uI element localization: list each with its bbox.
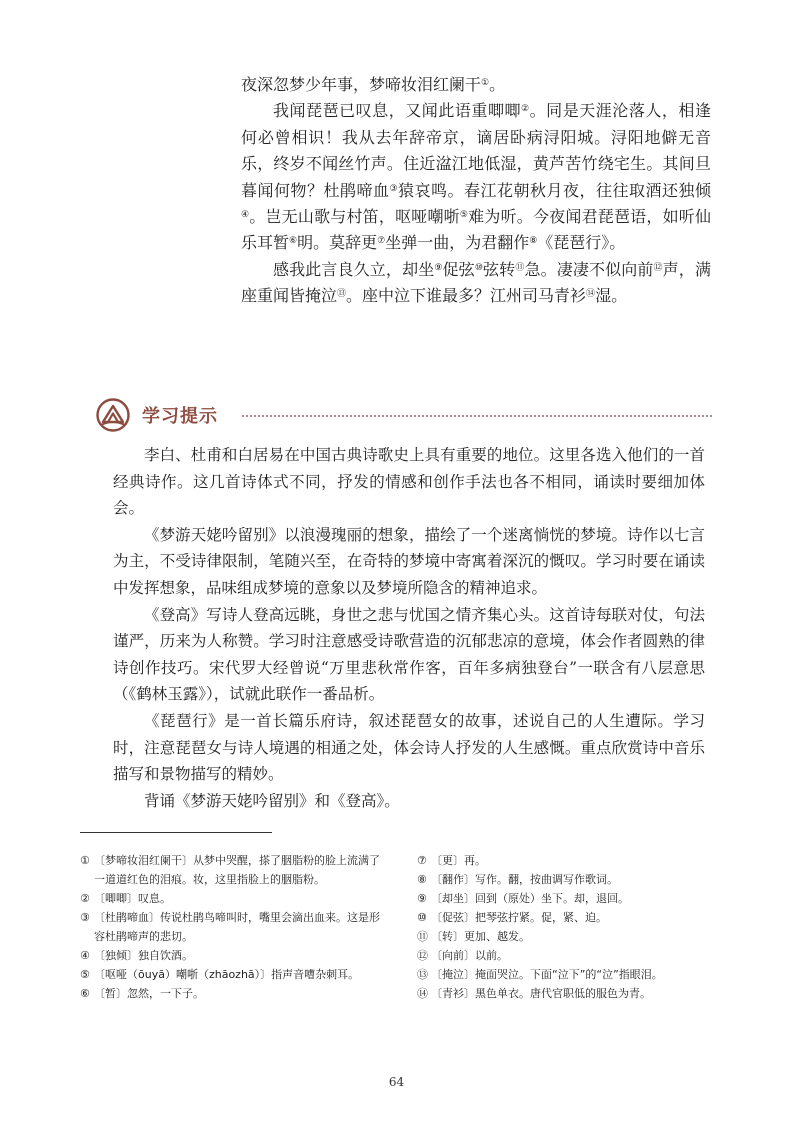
poem-text-run: 坐弹一曲，为君翻作 [385, 233, 530, 253]
footnote-number: ⑭ [417, 987, 428, 1000]
footnote-item [417, 908, 717, 927]
footnote-item [417, 870, 717, 889]
poem-text-run: 。座中泣下谁最多？江州司马青衫 [346, 286, 587, 306]
footnote-text: 〔掩泣〕掩面哭泣。下面“泣下”的“泣”指眼泪。 [431, 968, 663, 981]
study-tips-paragraph: 《琵琶行》是一首长篇乐府诗，叙述琵琶女的故事，述说自己的人生遭际。学习时，注意琵琶女与诗人境遇的相通之处，体会诗人抒发的人生感慨。重点欣赏诗中音乐描写和景物描写的精妙。 [113, 711, 705, 784]
footnote-item [417, 984, 717, 1003]
footnote-item [417, 927, 717, 946]
poem-text-run: 我闻琵琶已叹息，又闻此语重唧唧 [273, 101, 522, 121]
footnote-text: 〔唧唧〕叹息。 [94, 892, 171, 905]
poem-text-run: 促弦 [442, 259, 475, 279]
footnote-text: 〔翻作〕写作。翻，按曲调写作歌词。 [431, 873, 618, 886]
study-tips-title: 学习提示 [142, 406, 218, 427]
footnote-item [80, 889, 380, 908]
footnote-text: 〔更〕再。 [431, 854, 486, 867]
footnote-item [417, 889, 717, 908]
footnote-marker: ⑥ [289, 236, 298, 247]
footnote-number: ⑬ [417, 968, 428, 981]
study-tips-body [113, 442, 705, 814]
footnote-marker: ⑭ [586, 289, 596, 300]
footnote-marker: ④ [241, 210, 250, 221]
footnote-text: 〔梦啼妆泪红阑干〕从梦中哭醒，搽了胭脂粉的脸上流满了一道道红色的泪痕。妆，这里指脸上的胭脂粉。 [94, 854, 380, 886]
footnote-text: 〔促弦〕把琴弦拧紧。促，紧、迫。 [431, 911, 607, 924]
footnote-number: ② [80, 892, 90, 905]
poem-paragraph [241, 98, 711, 256]
poem-text-run: 。 [489, 75, 506, 94]
footnote-item [80, 851, 380, 889]
footnote-number: ⑪ [417, 930, 428, 943]
footnote-number: ⑦ [417, 854, 427, 867]
footnote-number: ⑤ [80, 968, 90, 981]
footnote-marker: ⑬ [337, 289, 347, 300]
poem-text-run: 《琵琶行》。 [537, 233, 626, 253]
footnote-marker: ⑧ [529, 236, 538, 247]
poem-text-run: 夜深忽梦少年事，梦啼妆泪红阑干 [241, 75, 482, 94]
footnote-marker: ② [521, 104, 530, 115]
footnote-item [80, 984, 380, 1003]
footnote-item [80, 908, 380, 946]
footnote-marker: ⑪ [515, 262, 525, 273]
footnote-marker: ③ [389, 183, 399, 194]
poem-paragraph [241, 257, 711, 310]
footnote-marker: ⑦ [377, 236, 386, 247]
footnote-text: 〔转〕更加、越发。 [431, 930, 530, 943]
study-tips-header [96, 398, 714, 434]
footnote-number: ⑫ [417, 949, 428, 962]
poem-text-run: 感我此言良久立，却坐 [273, 259, 435, 279]
footnote-number: ① [80, 854, 90, 867]
footnote-item [80, 946, 380, 965]
footnote-text: 〔暂〕忽然，一下子。 [94, 987, 204, 1000]
footnotes-right-column [417, 851, 717, 1003]
page-number: 64 [388, 1075, 405, 1089]
study-tips-paragraph: 背诵《梦游天姥吟留别》和《登高》。 [144, 791, 400, 810]
footnote-text: 〔向前〕以前。 [431, 949, 508, 962]
study-tips-paragraph: 《梦游天姥吟留别》以浪漫瑰丽的想象，描绘了一个迷离惝恍的梦境。诗作以七言为主，不受诗律限制，笔随兴至，在奇特的梦境中寄寓着深沉的慨叹。学习时要在诵读中发挥想象，品味组成梦境的意象以及梦境所隐含的精神追求。 [113, 525, 705, 597]
dotted-divider [242, 415, 712, 417]
footnote-marker: ⑩ [474, 262, 484, 273]
footnote-text: 〔独倾〕独自饮酒。 [94, 949, 193, 962]
footnote-number: ⑩ [417, 911, 427, 924]
footnote-item [80, 965, 380, 984]
poem-text-run: 明。莫辞更 [297, 233, 378, 253]
footnote-number: ⑧ [417, 873, 427, 886]
footnote-item [417, 946, 717, 965]
footnote-item [417, 851, 717, 870]
footnote-number: ④ [80, 949, 90, 962]
footnote-number: ⑨ [417, 892, 427, 905]
poem-text-run: 。岂无山歌与村笛，呕哑嘲哳 [249, 207, 460, 227]
poem-text-run: 急。凄凄不似向前 [524, 259, 654, 279]
poem-text-run: 弦转 [483, 259, 516, 279]
poem-text-run: 难为听。今夜闻君琵琶语，如听仙乐耳暂 [241, 207, 711, 253]
study-tips-paragraph: 《登高》写诗人登高远眺，身世之悲与忧国之情齐集心头。这首诗每联对仗，句法谨严，历来为人称赞。学习时注意感受诗歌营造的沉郁悲凉的意境，体会作者圆熟的律诗创作技巧。宋代罗大经曾说“万里悲秋常作客，百年多病独登台”一联含有八层意思（《鹤林玉露》），试就此联作一番品析。 [113, 605, 705, 704]
poem-text-run: 声，满座重闻皆掩泣 [241, 259, 711, 306]
footnote-marker: ⑨ [434, 262, 443, 273]
footnote-number: ⑥ [80, 987, 90, 1000]
footnote-item [417, 965, 717, 984]
poem-text-run: 。同是天涯沦落人，相逢何必曾相识！我从去年辞帝京，谪居卧病浔阳城。浔阳地僻无音乐，终岁不闻丝竹声。住近湓江地低湿，黄芦苦竹绕宅生。其间旦暮闻何物？杜鹃啼血 [241, 101, 711, 200]
study-tips-emblem-icon [96, 398, 130, 432]
footnote-text: 〔呕哑（ōuyā）嘲哳（zhāozhā）〕指声音嘈杂刺耳。 [94, 968, 360, 981]
study-tips-paragraph: 李白、杜甫和白居易在中国古典诗歌史上具有重要的地位。这里各选入他们的一首经典诗作。这几首诗体式不同，抒发的情感和创作手法也各不相同，诵读时要细加体会。 [113, 446, 705, 518]
poem-text [241, 72, 711, 310]
footnote-marker: ① [481, 78, 490, 89]
footnote-marker: ⑫ [653, 262, 663, 273]
footnote-separator [80, 832, 272, 833]
poem-text-run: 湿。 [595, 286, 628, 306]
footnotes-left-column [80, 851, 380, 1003]
poem-line [241, 72, 711, 98]
poem-text-run: 猿哀鸣。春江花朝秋月夜，往往取酒还独倾 [398, 180, 711, 200]
footnote-text: 〔却坐〕回到（原处）坐下。却，退回。 [431, 892, 629, 905]
footnote-text: 〔青衫〕黑色单衣。唐代官职低的服色为青。 [431, 987, 651, 1000]
footnote-number: ③ [80, 911, 90, 924]
footnote-text: 〔杜鹃啼血〕传说杜鹃鸟啼叫时，嘴里会滴出血来。这是形容杜鹃啼声的悲切。 [94, 911, 380, 943]
footnote-marker: ⑤ [459, 210, 469, 221]
